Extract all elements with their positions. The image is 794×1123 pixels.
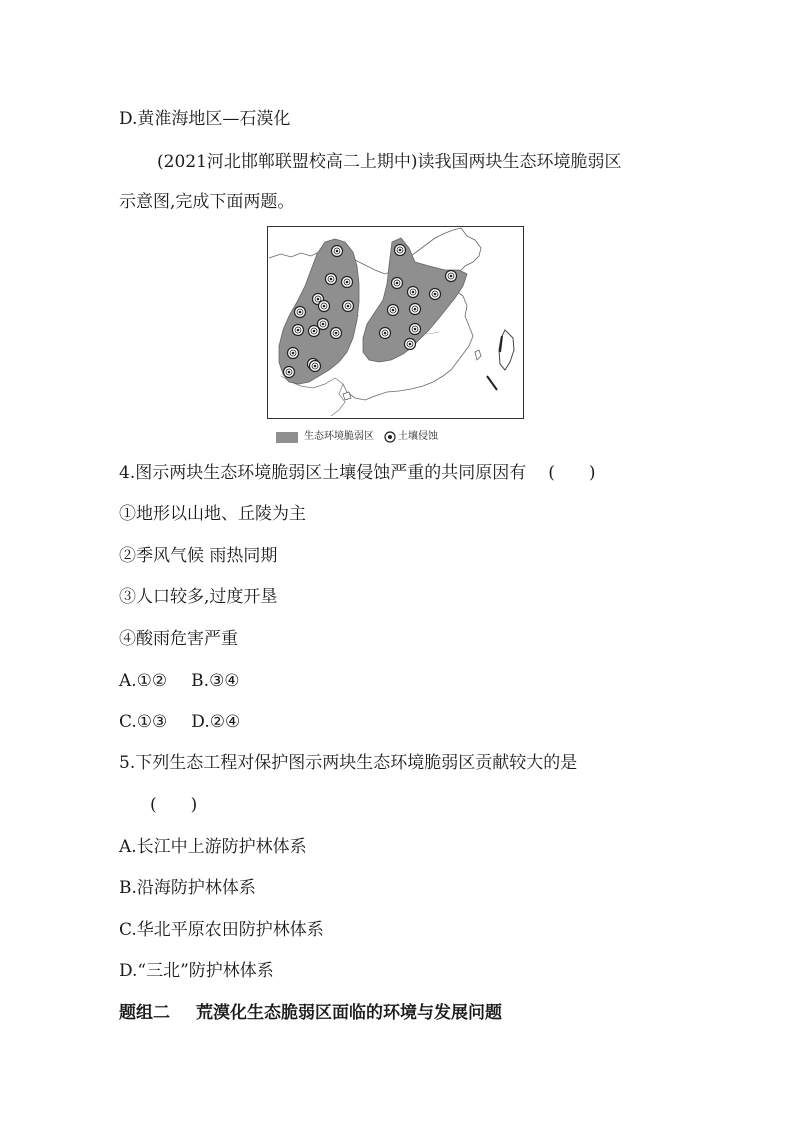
erosion-marker (332, 246, 343, 257)
erosion-marker (395, 245, 406, 256)
map-legend (276, 429, 438, 445)
q4-choice-a: A.①② (119, 671, 168, 691)
erosion-marker (410, 324, 421, 335)
section-label: 题组二 (119, 1003, 170, 1023)
q4-item-3: ③人口较多,过度开垦 (119, 587, 278, 607)
erosion-marker (288, 348, 299, 359)
legend-erosion-label: 土壤侵蚀 (398, 431, 438, 442)
q4-choice-d: D.②④ (191, 712, 241, 732)
erosion-marker (310, 361, 321, 372)
intro-line-1: (2021河北邯郸联盟校高二上期中)读我国两块生态环境脆弱区 (157, 152, 622, 172)
erosion-marker (392, 278, 403, 289)
erosion-icon (384, 431, 396, 443)
q4-stem-line (119, 462, 595, 484)
q4-item-4: ④酸雨危害严重 (119, 629, 238, 649)
erosion-marker (284, 367, 295, 378)
erosion-marker (380, 328, 391, 339)
q5-stem: 5.下列生态工程对保护图示两块生态环境脆弱区贡献较大的是 (119, 753, 578, 773)
erosion-marker (446, 271, 457, 282)
q4-choices-row-2 (119, 711, 240, 733)
map-svg (267, 226, 524, 419)
legend-fragile-label: 生态环境脆弱区 (304, 431, 374, 442)
erosion-marker (410, 304, 421, 315)
intro-line-2: 示意图,完成下面两题。 (119, 192, 295, 212)
fragile-swatch (276, 432, 298, 443)
q5-option-d: D.“三北”防护林体系 (119, 961, 274, 981)
section-heading (119, 1002, 502, 1024)
erosion-marker (388, 305, 399, 316)
q4-answer-paren: ( ) (548, 463, 596, 483)
erosion-marker (430, 289, 441, 300)
q4-choice-b: B.③④ (191, 671, 240, 691)
erosion-marker (326, 274, 337, 285)
q5-option-a: A.长江中上游防护林体系 (119, 837, 307, 857)
q4-item-1: ①地形以山地、丘陵为主 (119, 504, 306, 524)
q5-answer-paren: ( ) (150, 795, 198, 815)
erosion-marker (319, 301, 330, 312)
erosion-marker (343, 301, 354, 312)
q4-stem: 4.图示两块生态环境脆弱区土壤侵蚀严重的共同原因有 (119, 463, 527, 483)
erosion-marker (293, 325, 304, 336)
q5-option-c: C.华北平原农田防护林体系 (119, 920, 324, 940)
erosion-marker (331, 328, 342, 339)
q4-item-2: ②季风气候 雨热同期 (119, 546, 278, 566)
erosion-marker (408, 287, 419, 298)
section-title: 荒漠化生态脆弱区面临的环境与发展问题 (196, 1003, 502, 1023)
q4-choice-c: C.①③ (119, 712, 168, 732)
q5-option-b: B.沿海防护林体系 (119, 878, 256, 898)
q4-choices-row-1 (119, 670, 240, 692)
prev-option-d: D.黄淮海地区—石漠化 (119, 109, 291, 129)
ecological-fragile-map (267, 226, 524, 419)
erosion-marker (309, 326, 320, 337)
erosion-marker (295, 307, 306, 318)
erosion-marker (342, 277, 353, 288)
erosion-marker (405, 339, 416, 350)
